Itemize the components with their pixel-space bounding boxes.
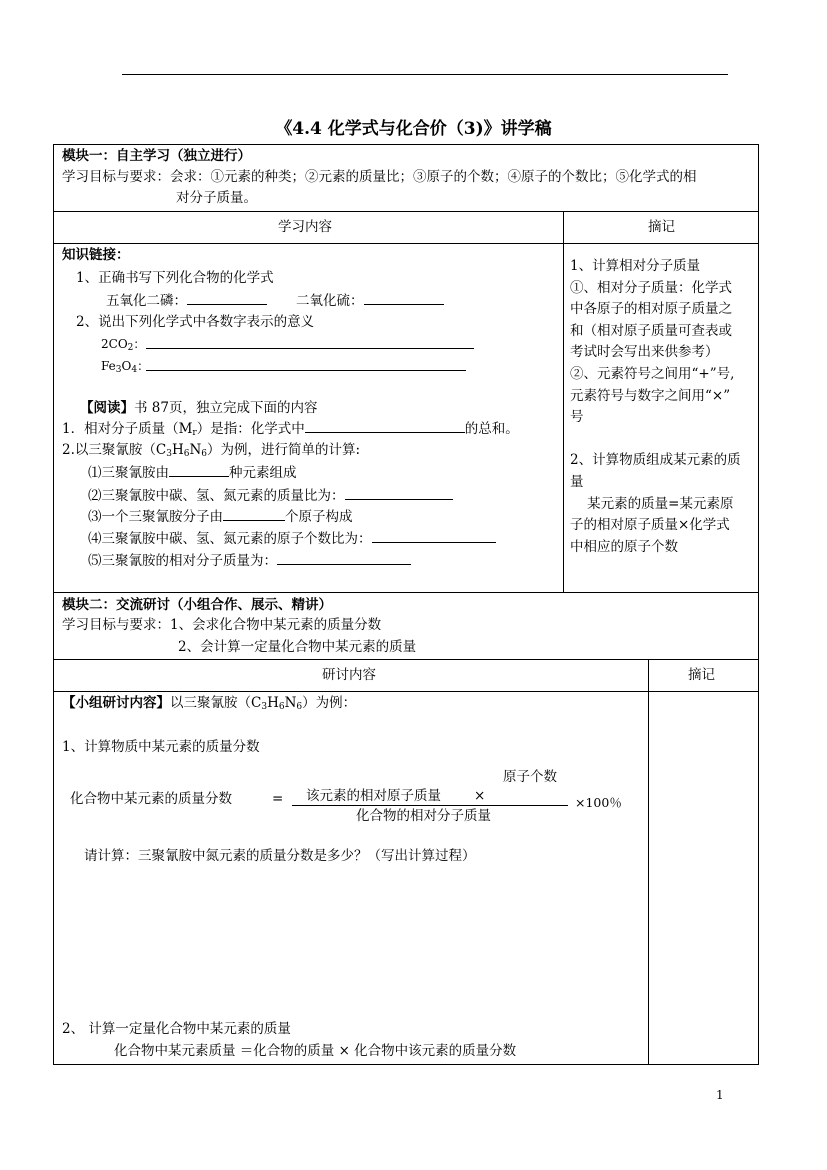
answer-area[interactable] xyxy=(62,870,642,1010)
formula-numerator: 该元素的相对原子质量 xyxy=(306,788,441,804)
module2-col-content: 研讨内容 xyxy=(322,667,376,683)
formula-times: × xyxy=(474,788,486,804)
discussion-item-2: 2、 计算一定量化合物中某元素的质量 xyxy=(62,1021,291,1037)
module1-goal-line1: 学习目标与要求：会求：①元素的种类；②元素的质量比；③原子的个数；④原子的个数比；⑤化学式的相 xyxy=(62,169,697,185)
note-line: 子的相对原子质量×化学式 xyxy=(570,517,730,534)
discussion-item-2-formula: 化合物中某元素质量 ＝化合物的质量 × 化合物中该元素的质量分数 xyxy=(114,1043,517,1059)
calculation-prompt: 请计算：三聚氰胺中氮元素的质量分数是多少？（写出计算过程） xyxy=(84,848,476,864)
page-number: 1 xyxy=(716,1088,724,1102)
answer-blank[interactable] xyxy=(146,348,474,349)
question-1: 1、正确书写下列化合物的化学式 xyxy=(76,270,274,286)
formula-left-side: 化合物中某元素的质量分数 xyxy=(70,791,232,807)
sub-question-2: ⑵三聚氰胺中碳、氢、氮元素的质量比为： xyxy=(88,485,453,506)
page-title: 《4.4 化学式与化合价（3)》讲学稿 xyxy=(275,119,552,139)
row-divider xyxy=(53,243,759,244)
module1-goal-line2: 对分子质量。 xyxy=(176,190,257,206)
discussion-item-1: 1、计算物质中某元素的质量分数 xyxy=(62,739,260,755)
module2-goal-2: 2、会计算一定量化合物中某元素的质量 xyxy=(178,639,417,655)
header-rule xyxy=(122,74,728,75)
note-line: 考试时会写出来供参考） xyxy=(570,344,719,361)
formula-atom-count: 原子个数 xyxy=(503,769,557,785)
module2-col-notes: 摘记 xyxy=(688,667,715,683)
note-line: 号 xyxy=(570,409,584,426)
answer-blank[interactable] xyxy=(372,528,496,543)
reading-item-2: 2.以三聚氰胺$(C_3H_6N_6)$为例，进行简单的计算: xyxy=(62,442,361,459)
question-2: 2、说出下列化学式中各数字表示的意义 xyxy=(76,314,315,330)
column-divider xyxy=(563,211,564,592)
note-line: 量 xyxy=(570,473,584,490)
note-line xyxy=(570,429,754,451)
answer-blank[interactable] xyxy=(187,290,267,305)
module2-goal-1: 学习目标与要求：1、会求化合物中某元素的质量分数 xyxy=(62,617,382,633)
sub-question-5: ⑸三聚氰胺的相对分子质量为： xyxy=(88,550,411,571)
module1-heading: 模块一：自主学习（独立进行） xyxy=(62,148,251,164)
note-line: 和（相对原子质量可查表或 xyxy=(570,322,732,339)
formula-2co2: $2CO_2$： xyxy=(101,337,146,353)
answer-blank[interactable] xyxy=(277,550,411,565)
module2-heading: 模块二：交流研讨（小组合作、展示、精讲） xyxy=(62,597,332,613)
formula-percent: ×100％ xyxy=(575,795,622,810)
row-divider xyxy=(53,659,759,660)
answer-blank[interactable] xyxy=(169,462,229,477)
note-line: 中相应的原子个数 xyxy=(570,538,678,555)
row-divider xyxy=(53,211,759,212)
note-line: 2、计算物质组成某元素的质 xyxy=(570,452,741,469)
module1-col-content: 学习内容 xyxy=(278,219,332,235)
note-line: 元素符号与数字之间用“×” xyxy=(570,387,731,404)
module1-notes xyxy=(570,256,754,558)
formula-equals: = xyxy=(272,791,284,807)
answer-blank[interactable] xyxy=(305,418,465,433)
reading-instruction: 【阅读】书 87页，独立完成下面的内容 xyxy=(80,400,318,416)
formula-fe3o4: $Fe_3O_4$： xyxy=(101,359,150,375)
sub-question-4: ⑷三聚氰胺中碳、氢、氮元素的原子个数比为： xyxy=(88,528,496,549)
knowledge-link-label: 知识链接： xyxy=(62,247,130,263)
reading-item-1: 1．相对分子质量$(M_r)$是指：化学式中 的总和。 xyxy=(62,418,519,443)
row-divider xyxy=(53,592,759,593)
sub-question-1: ⑴三聚氰胺由 种元素组成 xyxy=(88,462,297,483)
note-line: ②、元素符号之间用“+”号, xyxy=(570,365,735,382)
answer-blank[interactable] xyxy=(223,506,285,521)
answer-blank[interactable] xyxy=(364,290,444,305)
question-1b: 二氧化硫： xyxy=(296,290,444,311)
answer-blank[interactable] xyxy=(146,370,466,371)
sub-question-3: ⑶一个三聚氰胺分子由 个原子构成 xyxy=(88,506,353,527)
formula-denominator: 化合物的相对分子质量 xyxy=(356,808,491,824)
question-1a: 五氧化二磷： xyxy=(106,290,267,311)
module1-col-notes: 摘记 xyxy=(648,219,675,235)
note-line: 1、计算相对分子质量 xyxy=(570,258,701,274)
column-divider xyxy=(648,659,649,1065)
note-line: ①、相对分子质量：化学式 xyxy=(570,279,732,296)
note-line: 中各原子的相对原子质量之 xyxy=(570,301,732,318)
row-divider xyxy=(53,691,759,692)
answer-blank[interactable] xyxy=(345,485,453,500)
group-discussion-intro: 【小组研讨内容】以三聚氰胺$(C_3H_6N_6)$为例： xyxy=(62,695,357,712)
note-line: 某元素的质量=某元素原 xyxy=(570,495,734,512)
